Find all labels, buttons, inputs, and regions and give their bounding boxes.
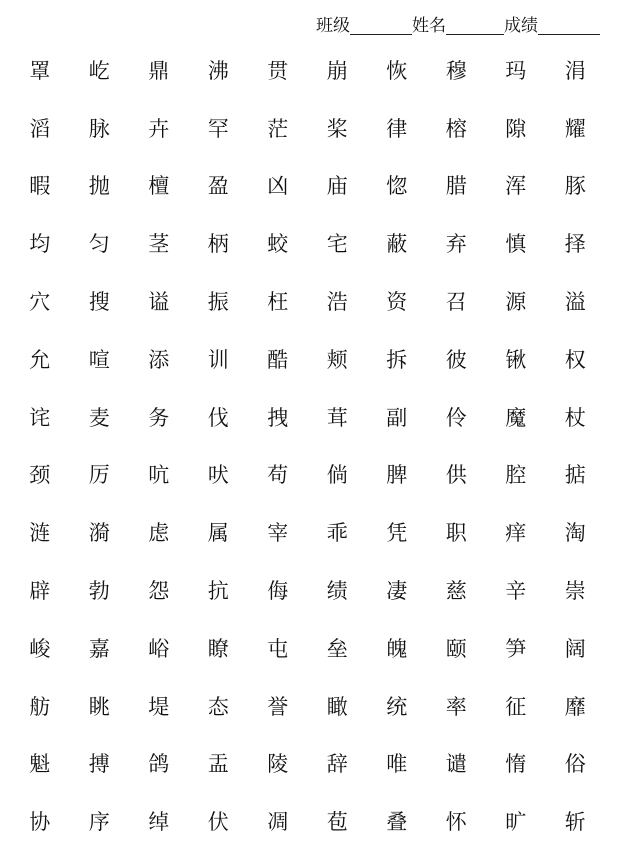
- character-cell: 茎: [148, 232, 170, 257]
- character-cell: 檀: [148, 174, 170, 199]
- character-cell: 溢: [564, 290, 586, 315]
- character-cell: 诧: [29, 405, 51, 430]
- character-cell: 怀: [445, 810, 467, 835]
- character-cell: 榕: [445, 116, 467, 141]
- character-cell: 麦: [88, 405, 110, 430]
- character-cell: 峪: [148, 636, 170, 661]
- character-cell: 鼎: [148, 58, 170, 83]
- character-cell: 斩: [564, 810, 586, 835]
- character-cell: 宅: [326, 232, 348, 257]
- character-cell: 唯: [386, 752, 408, 777]
- character-cell: 堤: [148, 694, 170, 719]
- character-cell: 辛: [505, 579, 527, 604]
- character-cell: 眺: [88, 694, 110, 719]
- character-cell: 笋: [505, 636, 527, 661]
- character-cell: 瞭: [207, 636, 229, 661]
- character-cell: 豚: [564, 174, 586, 199]
- character-cell: 杖: [564, 405, 586, 430]
- character-cell: 浩: [326, 290, 348, 315]
- character-cell: 阔: [564, 636, 586, 661]
- character-cell: 匀: [88, 232, 110, 257]
- header-info-line: [316, 10, 628, 36]
- character-cell: 喧: [88, 347, 110, 372]
- character-cell: 漪: [88, 521, 110, 546]
- character-cell: 协: [29, 810, 51, 835]
- character-cell: 罩: [29, 58, 51, 83]
- character-cell: 俗: [564, 752, 586, 777]
- character-cell: 择: [564, 232, 586, 257]
- character-cell: 允: [29, 347, 51, 372]
- character-cell: 乖: [326, 521, 348, 546]
- character-cell: 蔽: [386, 232, 408, 257]
- character-cell: 涓: [564, 58, 586, 83]
- character-cell: 淘: [564, 521, 586, 546]
- character-cell: 率: [445, 694, 467, 719]
- character-cell: 训: [207, 347, 229, 372]
- character-cell: 添: [148, 347, 170, 372]
- character-cell: 统: [386, 694, 408, 719]
- character-cell: 垒: [326, 636, 348, 661]
- character-cell: 腔: [505, 463, 527, 488]
- character-cell: 慈: [445, 579, 467, 604]
- character-cell: 旷: [505, 810, 527, 835]
- character-cell: 权: [564, 347, 586, 372]
- score-label: 成绩: [504, 16, 538, 36]
- class-blank-line: [350, 16, 412, 35]
- character-cell: 罕: [207, 116, 229, 141]
- character-cell: 卉: [148, 116, 170, 141]
- character-cell: 鸽: [148, 752, 170, 777]
- character-cell: 副: [386, 405, 408, 430]
- character-cell: 绩: [326, 579, 348, 604]
- character-cell: 凭: [386, 521, 408, 546]
- character-cell: 舫: [29, 694, 51, 719]
- character-cell: 腊: [445, 174, 467, 199]
- name-blank-line: [446, 16, 504, 35]
- character-cell: 颊: [326, 347, 348, 372]
- character-cell: 拽: [267, 405, 289, 430]
- character-cell: 锹: [505, 347, 527, 372]
- character-cell: 暇: [29, 174, 51, 199]
- character-cell: 浑: [505, 174, 527, 199]
- class-label: 班级: [316, 16, 350, 36]
- character-cell: 贯: [267, 58, 289, 83]
- character-cell: 崩: [326, 58, 348, 83]
- character-cell: 伶: [445, 405, 467, 430]
- character-cell: 隙: [505, 116, 527, 141]
- character-cell: 抗: [207, 579, 229, 604]
- character-cell: 崇: [564, 579, 586, 604]
- character-cell: 序: [88, 810, 110, 835]
- character-cell: 掂: [564, 463, 586, 488]
- character-cell: 征: [505, 694, 527, 719]
- character-cell: 搏: [88, 752, 110, 777]
- character-cell: 态: [207, 694, 229, 719]
- character-cell: 凋: [267, 810, 289, 835]
- character-cell: 庙: [326, 174, 348, 199]
- character-cell: 厉: [88, 463, 110, 488]
- character-cell: 玛: [505, 58, 527, 83]
- character-cell: 茸: [326, 405, 348, 430]
- character-cell: 律: [386, 116, 408, 141]
- character-cell: 拆: [386, 347, 408, 372]
- character-cell: 凄: [386, 579, 408, 604]
- character-cell: 职: [445, 521, 467, 546]
- character-cell: 抛: [88, 174, 110, 199]
- character-cell: 柄: [207, 232, 229, 257]
- character-cell: 脉: [88, 116, 110, 141]
- character-cell: 屯: [267, 636, 289, 661]
- character-cell: 誉: [267, 694, 289, 719]
- character-cell: 沸: [207, 58, 229, 83]
- character-cell: 勃: [88, 579, 110, 604]
- character-cell: 虑: [148, 521, 170, 546]
- character-cell: 魄: [386, 636, 408, 661]
- character-cell: 穴: [29, 290, 51, 315]
- character-cell: 召: [445, 290, 467, 315]
- name-label: 姓名: [412, 16, 446, 36]
- character-cell: 嘉: [88, 636, 110, 661]
- character-cell: 耀: [564, 116, 586, 141]
- character-cell: 吠: [207, 463, 229, 488]
- character-cell: 谥: [148, 290, 170, 315]
- character-cell: 盂: [207, 752, 229, 777]
- score-blank-line: [538, 16, 600, 35]
- character-cell: 倘: [326, 463, 348, 488]
- character-cell: 源: [505, 290, 527, 315]
- character-cell: 叠: [386, 810, 408, 835]
- character-cell: 魁: [29, 752, 51, 777]
- character-cell: 滔: [29, 116, 51, 141]
- character-cell: 峻: [29, 636, 51, 661]
- character-cell: 伐: [207, 405, 229, 430]
- character-cell: 均: [29, 232, 51, 257]
- character-cell: 靡: [564, 694, 586, 719]
- character-cell: 彼: [445, 347, 467, 372]
- character-cell: 桨: [326, 116, 348, 141]
- character-cell: 搜: [88, 290, 110, 315]
- character-cell: 谴: [445, 752, 467, 777]
- character-cell: 穆: [445, 58, 467, 83]
- character-cell: 务: [148, 405, 170, 430]
- character-cell: 脾: [386, 463, 408, 488]
- character-cell: 伏: [207, 810, 229, 835]
- character-cell: 酷: [267, 347, 289, 372]
- character-cell: 凶: [267, 174, 289, 199]
- character-cell: 涟: [29, 521, 51, 546]
- character-cell: 侮: [267, 579, 289, 604]
- character-cell: 弃: [445, 232, 467, 257]
- character-cell: 惰: [505, 752, 527, 777]
- character-cell: 陵: [267, 752, 289, 777]
- character-cell: 魔: [505, 405, 527, 430]
- character-cell: 瞰: [326, 694, 348, 719]
- character-cell: 屹: [88, 58, 110, 83]
- character-cell: 惚: [386, 174, 408, 199]
- character-cell: 慎: [505, 232, 527, 257]
- character-cell: 茫: [267, 116, 289, 141]
- character-cell: 怨: [148, 579, 170, 604]
- character-cell: 颈: [29, 463, 51, 488]
- character-cell: 供: [445, 463, 467, 488]
- character-cell: 痒: [505, 521, 527, 546]
- character-cell: 资: [386, 290, 408, 315]
- character-cell: 蛟: [267, 232, 289, 257]
- character-cell: 辞: [326, 752, 348, 777]
- character-cell: 苞: [326, 810, 348, 835]
- character-grid: [10, 42, 610, 851]
- character-cell: 恢: [386, 58, 408, 83]
- character-cell: 吭: [148, 463, 170, 488]
- character-cell: 属: [207, 521, 229, 546]
- character-cell: 盈: [207, 174, 229, 199]
- character-cell: 绰: [148, 810, 170, 835]
- character-cell: 枉: [267, 290, 289, 315]
- character-cell: 宰: [267, 521, 289, 546]
- character-cell: 苟: [267, 463, 289, 488]
- character-cell: 颐: [445, 636, 467, 661]
- character-cell: 辟: [29, 579, 51, 604]
- character-cell: 振: [207, 290, 229, 315]
